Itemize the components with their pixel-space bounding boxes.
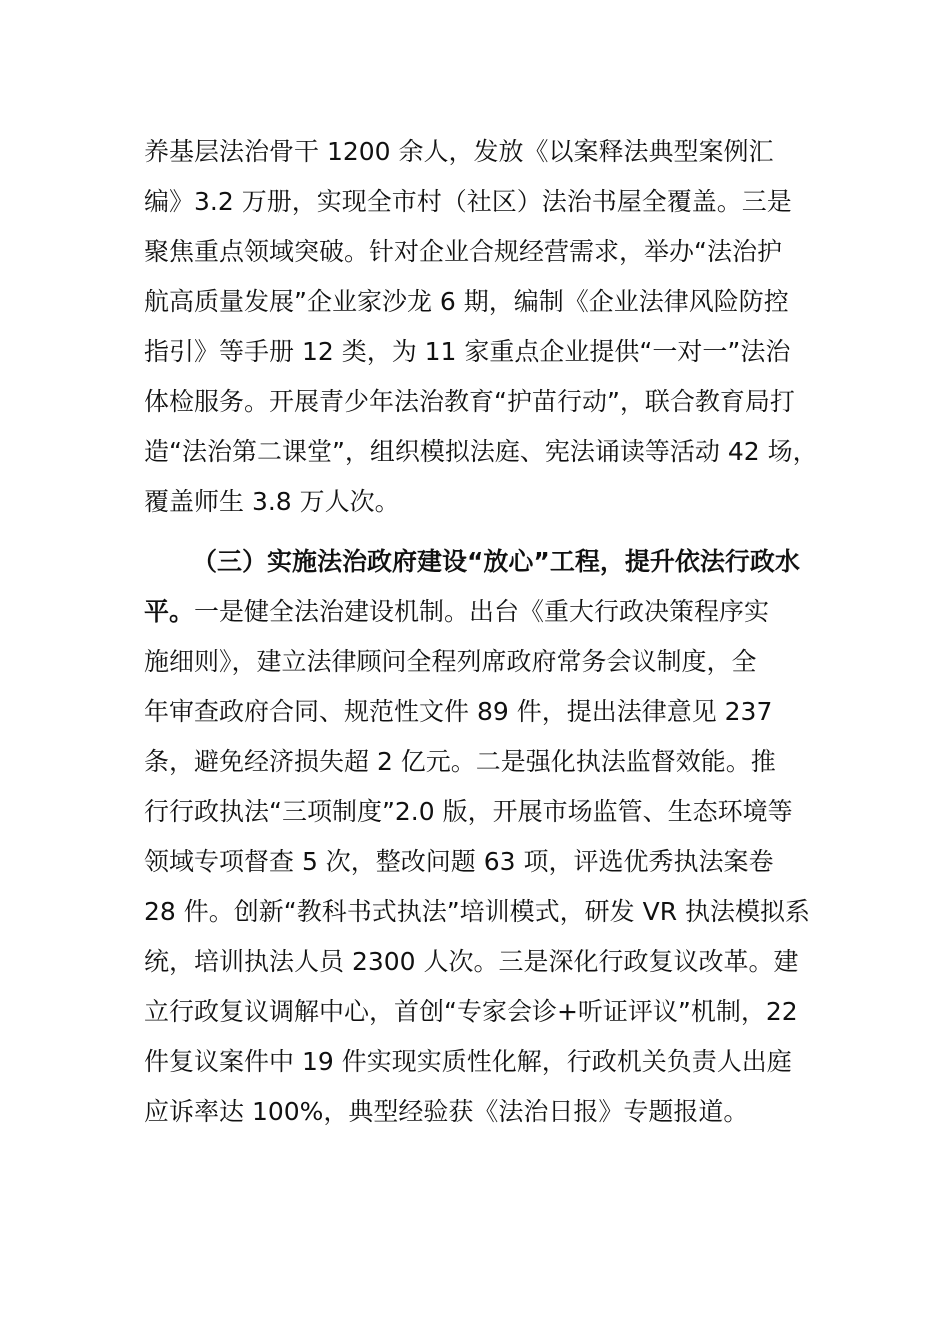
paragraph-1-line: 航高质量发展”企业家沙龙 6 期，编制《企业法律风险防控: [144, 287, 789, 316]
section-heading-line: [144, 537, 834, 587]
paragraph-2-text: 一是健全法治建设机制。出台《重大行政决策程序实: [194, 597, 770, 626]
paragraph-2-line: 应诉率达 100%，典型经验获《法治日报》专题报道。: [144, 1097, 749, 1126]
paragraph-2-line: 28 件。创新“教科书式执法”培训模式，研发 VR 执法模拟系: [144, 897, 811, 926]
paragraph-2-line: 件复议案件中 19 件实现实质性化解，行政机关负责人出庭: [144, 1047, 792, 1076]
paragraph-1-line: 养基层法治骨干 1200 余人，发放《以案释法典型案例汇: [144, 137, 774, 166]
paragraph-2-line: 行行政执法“三项制度”2.0 版，开展市场监管、生态环境等: [144, 797, 793, 826]
paragraph-1: [144, 127, 834, 527]
paragraph-2-line: 条，避免经济损失超 2 亿元。二是强化执法监督效能。推: [144, 747, 776, 776]
paragraph-1-line: 编》3.2 万册，实现全市村（社区）法治书屋全覆盖。三是: [144, 187, 792, 216]
paragraph-1-line: 指引》等手册 12 类，为 11 家重点企业提供“一对一”法治: [144, 337, 791, 366]
paragraph-1-line: 造“法治第二课堂”，组织模拟法庭、宪法诵读等活动 42 场，: [144, 437, 818, 466]
section-heading: （三）实施法治政府建设“放心”工程，提升依法行政水: [192, 547, 800, 576]
paragraph-2-line: 年审查政府合同、规范性文件 89 件，提出法律意见 237: [144, 697, 773, 726]
paragraph-2-line: 领域专项督查 5 次，整改问题 63 项，评选优秀执法案卷: [144, 847, 774, 876]
paragraph-1-line: 覆盖师生 3.8 万人次。: [144, 487, 400, 516]
section-heading-end: 平。: [144, 597, 195, 626]
paragraph-2-line: 立行政复议调解中心，首创“专家会诊+听证评议”机制，22: [144, 997, 798, 1026]
paragraph-2-line: 统，培训执法人员 2300 人次。三是深化行政复议改革。建: [144, 947, 799, 976]
paragraph-1-line: 体检服务。开展青少年法治教育“护苗行动”，联合教育局打: [144, 387, 795, 416]
paragraph-2-line: 施细则》，建立法律顾问全程列席政府常务会议制度，全: [144, 647, 757, 676]
paragraph-2: [144, 537, 834, 1137]
paragraph-1-line: 聚焦重点领域突破。针对企业合规经营需求，举办“法治护: [144, 237, 782, 266]
paragraph-2-line: [144, 587, 834, 637]
